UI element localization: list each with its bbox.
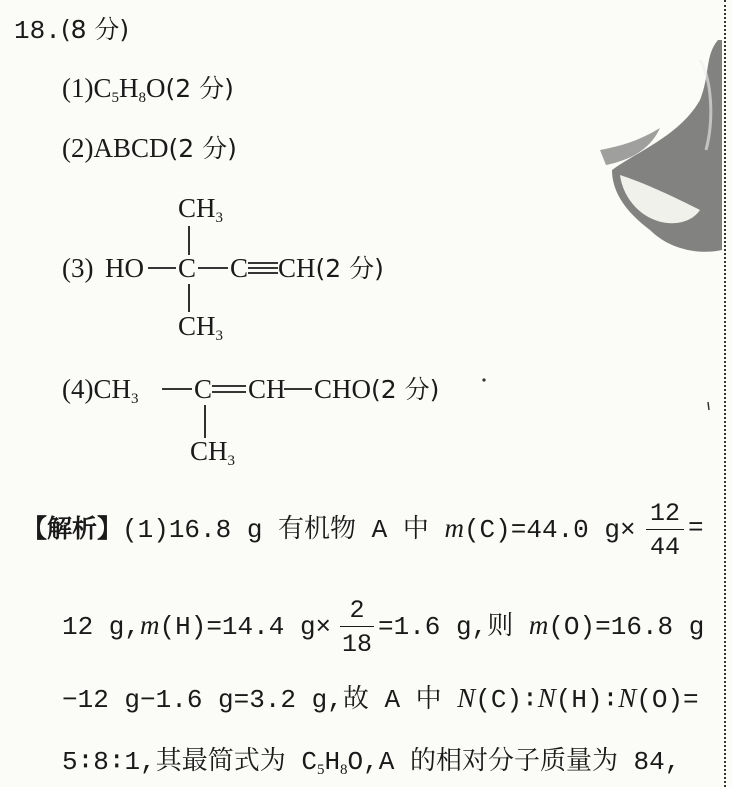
ink-blot-decoration — [600, 40, 722, 252]
answer-1: $(1)C_5H_8O(2$ 分) — [62, 73, 234, 106]
answer-4-label: $(4)CH_3$ — [62, 374, 139, 407]
answer-3-label: (3) — [62, 253, 94, 283]
analysis-line-1: 【解析】(1)16.8 g 有机物 A 中 m(C)=44.0 g× — [22, 513, 636, 545]
hydroxyl: HO — [105, 253, 144, 283]
analysis-tag: 【解析】 — [22, 514, 123, 543]
stray-mark — [708, 402, 709, 410]
methyl-top: $CH_3$ — [178, 193, 224, 226]
methyl-branch: $CH_3$ — [190, 436, 236, 469]
terminal-ch: CH(2 分) — [278, 253, 384, 283]
alkyne-carbon: C — [230, 253, 249, 283]
central-carbon: C — [178, 253, 197, 283]
stray-dot — [482, 378, 485, 381]
analysis-line-1-eq: = — [688, 513, 704, 543]
alkene-carbon: C — [194, 374, 213, 404]
answer-2: (2)ABCD(2 分) — [62, 133, 237, 163]
analysis-line-3: −12 g−1.6 g=3.2 g,故 A 中 N(C)∶N(H)∶N(O)= — [62, 683, 699, 715]
analysis-line-2: 12 g,m(H)=14.4 g× — [62, 610, 332, 642]
aldehyde: CHO(2 分) — [314, 374, 440, 404]
analysis-line-2-rest: =1.6 g,则 m(O)=16.8 g — [378, 610, 705, 642]
analysis-line-4: 5∶8∶1,其最简式为 $C_5H_8O,A$ 的相对分子质量为 84, — [62, 747, 681, 778]
fraction-12-44: 12 44 — [646, 500, 684, 560]
question-number: 18.(8 分) — [14, 15, 130, 46]
fraction-2-18: 2 18 — [341, 596, 372, 659]
methyl-bottom: $CH_3$ — [178, 311, 224, 344]
alkene-ch: CH — [248, 374, 286, 404]
page-edge-dotted-line — [724, 0, 728, 787]
